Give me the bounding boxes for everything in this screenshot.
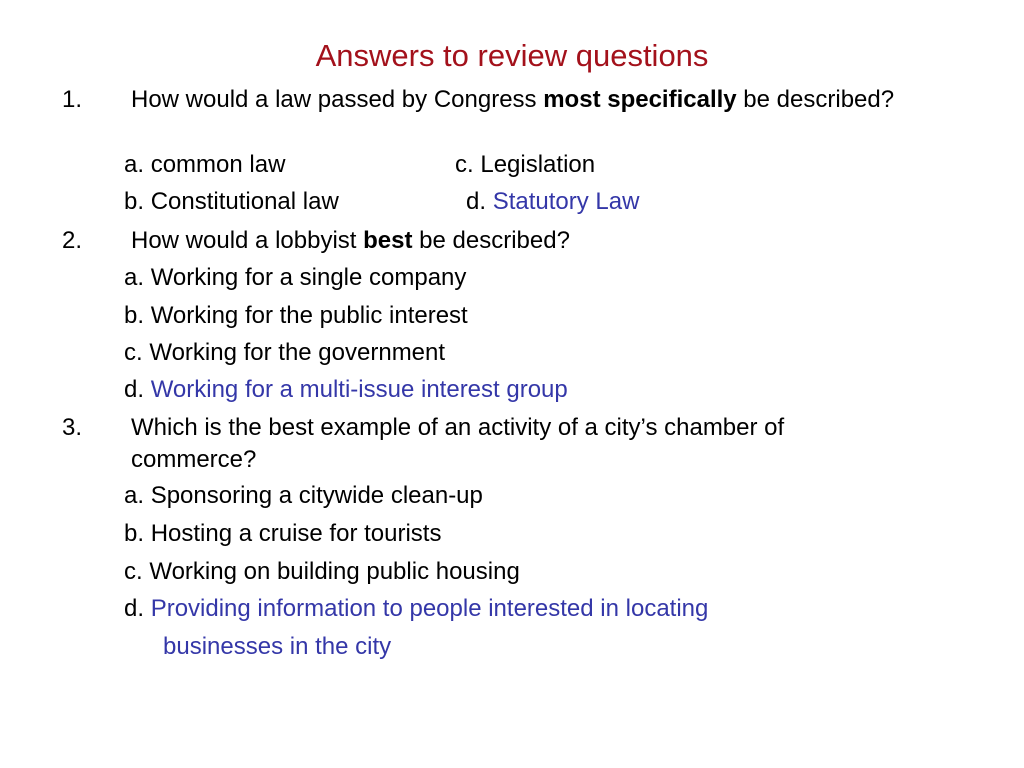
option-letter: d. [124,595,151,622]
question-text: Which is the best example of an activity of a city’s chamber of commerce? [131,414,785,473]
correct-answer-text: Working for a multi-issue interest group [150,376,568,403]
answer-option-b [124,300,468,332]
question-text-part: How would a law passed by Congress [131,86,544,113]
option-letter: a. [124,482,151,509]
question-text [131,225,921,257]
answer-option-d [124,374,568,406]
question-number: 1. [62,86,83,113]
option-text: common law [150,151,286,178]
correct-answer-text: Providing information to people interested in locating [150,595,709,622]
question-text [131,84,921,116]
option-letter: d. [124,376,151,403]
option-letter: c. [124,558,150,585]
option-letter: b. [124,302,151,329]
question-number: 3. [62,414,83,441]
answer-option-b [124,186,339,218]
answer-option-c [124,556,520,588]
option-letter: d. [466,188,493,215]
question-emphasis: best [363,227,413,254]
correct-answer-text: Statutory Law [492,188,640,215]
option-letter: a. [124,151,151,178]
answer-option-d [466,186,639,218]
option-text: Legislation [480,151,596,178]
question-text-part: be described? [736,86,895,113]
question-text-part: be described? [412,227,570,254]
answer-option-c [124,337,445,369]
option-letter: c. [124,339,150,366]
option-text: Working on building public housing [149,558,520,585]
answer-option-d [124,593,708,625]
answer-option-a [124,262,466,294]
question-emphasis: most specifically [543,86,737,113]
option-letter: c. [455,151,481,178]
option-text: Working for the public interest [150,302,468,329]
correct-answer-text-continued: businesses in the city [163,633,392,660]
answer-option-a [124,149,285,181]
option-letter: a. [124,264,151,291]
question-text-part: How would a lobbyist [131,227,364,254]
option-letter: b. [124,188,151,215]
answer-option-c [455,149,595,181]
option-text: Constitutional law [150,188,339,215]
option-letter: b. [124,520,151,547]
option-text: Working for a single company [150,264,467,291]
question-number: 2. [62,227,83,254]
option-text: Working for the government [149,339,446,366]
slide-title: Answers to review questions [315,38,709,73]
answer-option-a [124,480,483,512]
option-text: Hosting a cruise for tourists [150,520,442,547]
option-text: Sponsoring a citywide clean-up [150,482,483,509]
answer-option-b [124,518,441,550]
